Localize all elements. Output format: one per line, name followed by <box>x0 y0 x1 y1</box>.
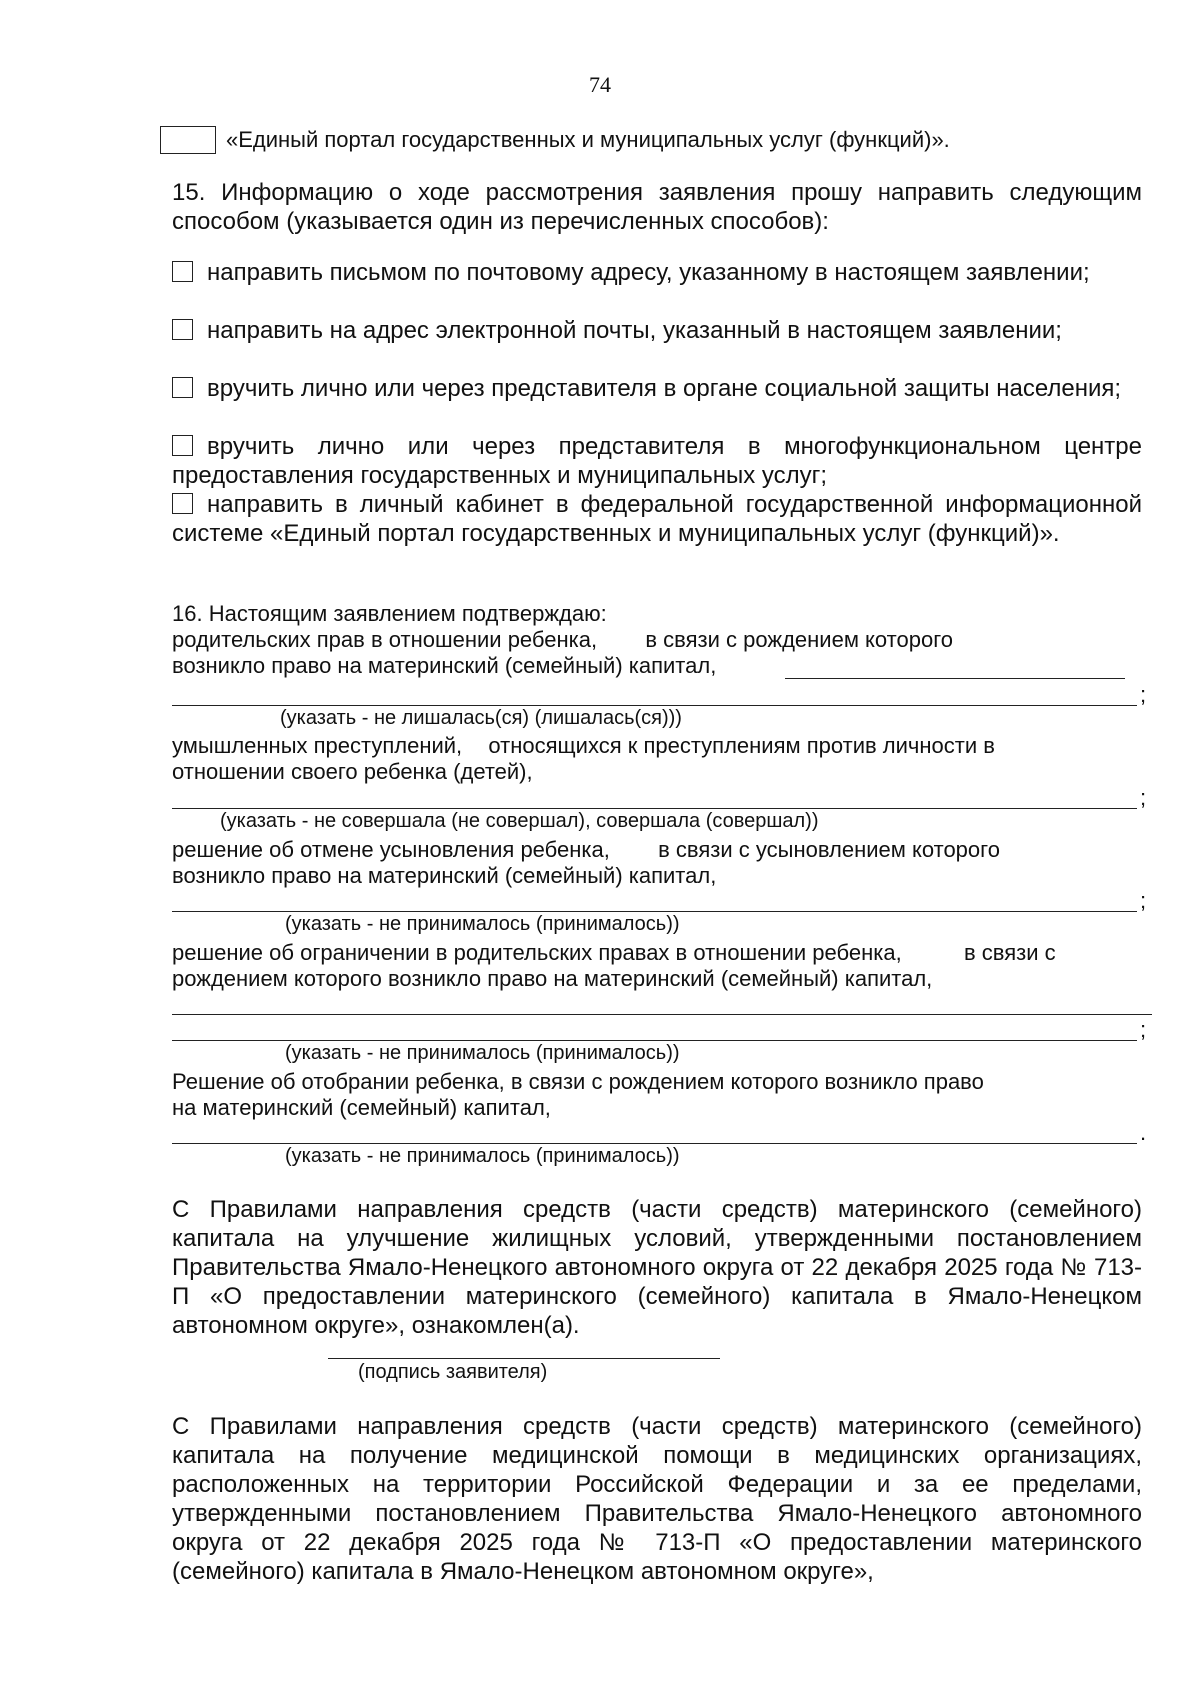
delivery-option-social-office <box>172 374 1142 403</box>
item2-line1 <box>172 732 1142 759</box>
checkbox[interactable] <box>172 493 193 514</box>
top-option-row <box>160 126 950 154</box>
item4-line2: рождением которого возникло право на материнский (семейный) капитал, <box>172 966 933 991</box>
fill-line[interactable] <box>172 1014 1152 1015</box>
hint-parental-rights: (указать - не лишалась(ся) (лишалась(ся))) <box>280 707 682 729</box>
page-number: 74 <box>589 72 611 97</box>
option-text: вручить лично или через представителя в многофункциональном центре предоставления государственных и муниципальных услуг; <box>172 433 1142 489</box>
item5-line1: Решение об отобрании ребенка, в связи с рождением которого возникло право <box>172 1069 984 1094</box>
semicolon: ; <box>1140 785 1147 810</box>
item2-text-b: относящихся к преступлениям против личности в <box>488 733 995 758</box>
option-text: направить на адрес электронной почты, указанный в настоящем заявлении; <box>207 317 1062 344</box>
item1-line2: возникло право на материнский (семейный) капитал, <box>172 653 717 678</box>
semicolon: ; <box>1140 1017 1147 1042</box>
delivery-option-portal <box>172 490 1142 548</box>
item4-text-a: решение об ограничении в родительских правах в отношении ребенка, <box>172 940 902 965</box>
signature-line[interactable] <box>328 1358 720 1359</box>
option-text: вручить лично или через представителя в органе социальной защиты населения; <box>207 375 1122 402</box>
item1-text-b: в связи с рождением которого <box>645 627 953 652</box>
semicolon: ; <box>1140 888 1147 913</box>
checkbox[interactable] <box>172 261 193 282</box>
hint-crimes: (указать - не совершала (не совершал), совершала (совершал)) <box>220 810 819 832</box>
delivery-option-email <box>172 316 1142 345</box>
section-15-intro: 15. Информацию о ходе рассмотрения заявления прошу направить следующим способом (указывается один из перечисленных способов): <box>172 179 1142 235</box>
hint-adoption: (указать - не принималось (принималось)) <box>285 913 680 935</box>
item3-text-b: в связи с усыновлением которого <box>658 837 1000 862</box>
fill-line[interactable] <box>172 808 1137 809</box>
delivery-option-mfc <box>172 432 1142 490</box>
delivery-option-post <box>172 258 1142 287</box>
checkbox[interactable] <box>172 319 193 340</box>
item4-text-b: в связи с <box>963 940 1056 965</box>
top-option-text: «Единый портал государственных и муниципальных услуг (функций)». <box>226 127 950 152</box>
hint-restriction: (указать - не принималось (принималось)) <box>285 1042 680 1064</box>
option-text: направить письмом по почтовому адресу, указанному в настоящем заявлении; <box>207 259 1090 286</box>
checkbox-box[interactable] <box>160 126 216 154</box>
option-text: направить в личный кабинет в федеральной государственной информационной системе «Единый портал государственных и муниципальных услуг (функций)». <box>172 491 1142 547</box>
section-16-title: 16. Настоящим заявлением подтверждаю: <box>172 601 607 626</box>
item3-line2: возникло право на материнский (семейный) капитал, <box>172 863 717 888</box>
item3-line1 <box>172 836 1142 863</box>
item2-line2: отношении своего ребенка (детей), <box>172 759 533 784</box>
fill-line[interactable] <box>172 705 1137 706</box>
rules-housing-paragraph: С Правилами направления средств (части средств) материнского (семейного) капитала на улучшение жилищных условий, утвержденными постановлением Правительства Ямало-Ненецкого автономного округа от 22 декабря 2025 года № 713-П «О предоставлении материнского (семейного) капитала в Ямало-Ненецком автономном округе», ознакомлен(а). <box>172 1196 1142 1339</box>
checkbox[interactable] <box>172 435 193 456</box>
signature-hint: (подпись заявителя) <box>358 1361 548 1383</box>
item4-line1 <box>172 939 1142 966</box>
item1-line1 <box>172 626 1142 653</box>
rules-medical-paragraph: С Правилами направления средств (части средств) материнского (семейного) капитала на получение медицинской помощи в медицинских организациях, расположенных на территории Российской Федерации и за ее пределами, утвержденными постановлением Правительства Ямало-Ненецкого автономного округа от 22 декабря 2025 года № 713-П «О предоставлении материнского (семейного) капитала в Ямало-Ненецком автономном округе», <box>172 1413 1142 1585</box>
checkbox[interactable] <box>172 377 193 398</box>
item3-text-a: решение об отмене усыновления ребенка, <box>172 837 610 862</box>
semicolon: ; <box>1140 682 1147 707</box>
item5-line2: на материнский (семейный) капитал, <box>172 1095 551 1120</box>
hint-removal: (указать - не принималось (принималось)) <box>285 1145 680 1167</box>
fill-line[interactable] <box>172 1040 1137 1041</box>
item2-text-a: умышленных преступлений, <box>172 733 463 758</box>
fill-line[interactable] <box>785 678 1125 679</box>
item1-text-a: родительских прав в отношении ребенка, <box>172 627 598 652</box>
period: . <box>1140 1120 1147 1145</box>
fill-line[interactable] <box>172 911 1137 912</box>
fill-line[interactable] <box>172 1143 1137 1144</box>
